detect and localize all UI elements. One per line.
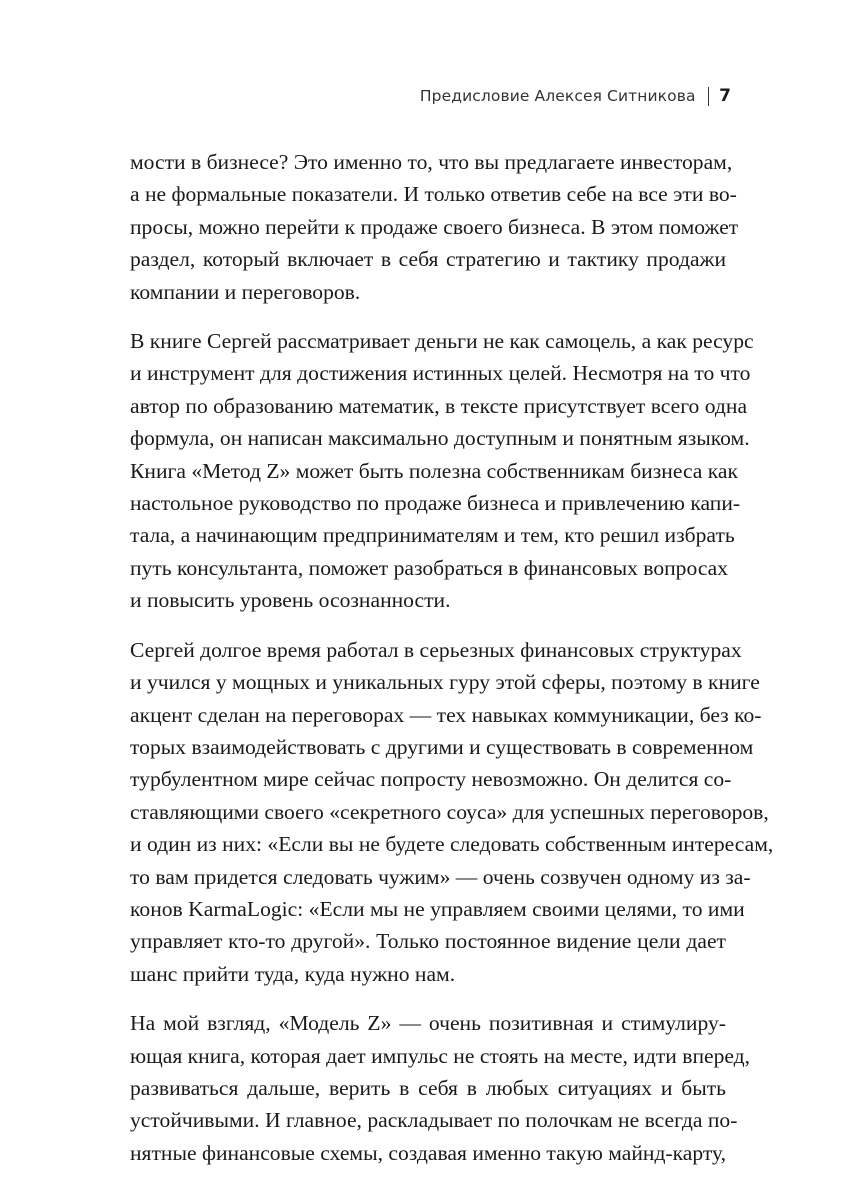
text-line: шанс прийти туда, куда нужно нам.	[130, 961, 456, 986]
text-line: торых взаимодействовать с другими и существовать в современном	[130, 734, 754, 759]
text-line: турбулентном мире сейчас попросту невозможно. Он делится со-	[130, 767, 732, 792]
page-number: 7	[719, 86, 731, 106]
text-line: раздел, который включает в себя стратегию и тактику продажи	[130, 247, 726, 272]
text-line: автор по образованию математик, в тексте присутствует всего одна	[130, 393, 748, 418]
text-line: В книге Сергей рассматривает деньги не как самоцель, а как ресурс	[130, 329, 754, 354]
running-head	[420, 86, 731, 106]
text-line: тала, а начинающим предпринимателям и тем, кто решил избрать	[130, 523, 735, 548]
text-line: нятные финансовые схемы, создавая именно такую майнд-карту,	[130, 1140, 727, 1165]
text-line: и повысить уровень осознанности.	[130, 588, 451, 613]
text-line: а не формальные показатели. И только ответив себе на все эти во-	[130, 182, 737, 207]
text-line: управляет кто-то другой». Только постоянное видение цели дает	[130, 929, 726, 954]
text-line: настольное руководство по продаже бизнеса и привлечению капи-	[130, 491, 741, 516]
text-line: На мой взгляд, «Модель Z» — очень позитивная и стимулиру-	[130, 1011, 726, 1036]
text-line: то вам придется следовать чужим» — очень созвучен одному из за-	[130, 864, 751, 889]
text-line: мости в бизнесе? Это именно то, что вы предлагаете инвесторам,	[130, 150, 733, 174]
text-line: Сергей долгое время работал в серьезных финансовых структурах	[130, 637, 742, 662]
text-line: формула, он написан максимально доступным и понятным языком.	[130, 426, 750, 451]
text-line: устойчивыми. И главное, раскладывает по полочкам не всегда по-	[130, 1108, 738, 1133]
running-title: Предисловие Алексея Ситникова	[419, 87, 696, 105]
text-line: акцент сделан на переговорах — тех навыках коммуникации, без ко-	[130, 702, 762, 727]
text-line: ставляющими своего «секретного соуса» для успешных переговоров,	[130, 799, 769, 824]
text-line: развиваться дальше, верить в себя в любых ситуациях и быть	[130, 1075, 726, 1100]
paragraph	[130, 634, 774, 990]
text-line: и инструмент для достижения истинных целей. Несмотря на то что	[130, 361, 751, 386]
paragraph	[130, 146, 739, 308]
text-line: просы, можно перейти к продаже своего бизнеса. В этом поможет	[130, 214, 739, 239]
paragraph	[130, 325, 754, 617]
header-separator	[708, 87, 710, 106]
text-line: и учился у мощных и уникальных гуру этой сферы, поэтому в книге	[130, 670, 760, 695]
text-line: путь консультанта, поможет разобраться в финансовых вопросах	[130, 555, 729, 580]
paragraph	[130, 1007, 751, 1169]
text-line: ющая книга, которая дает импульс не стоять на месте, идти вперед,	[130, 1043, 751, 1068]
text-line: Книга «Метод Z» может быть полезна собственникам бизнеса как	[130, 458, 739, 483]
text-line: компании и переговоров.	[130, 279, 361, 304]
body-text	[130, 146, 774, 1186]
text-line: конов KarmaLogic: «Если мы не управляем своими целями, то ими	[130, 896, 745, 921]
text-line: и один из них: «Если вы не будете следовать собственным интересам,	[130, 832, 774, 857]
